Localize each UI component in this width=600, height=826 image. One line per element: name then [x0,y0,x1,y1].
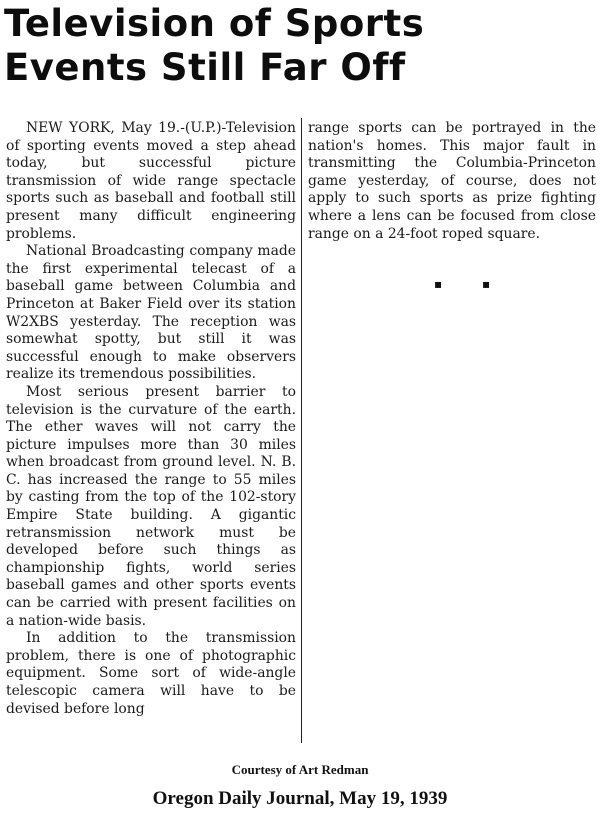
headline [4,2,444,90]
article-paragraph-2: National Broadcasting company made the first experimental telecast of a baseball game between Columbia and Princeton at Baker Field over its station W2XBS yesterday. The reception was somewhat spotty, but still it was successful enough to make observers realize its tremendous possibilities. [6,243,296,383]
article-paragraph-1: NEW YORK, May 19.-(U.P.)-Television of sporting events moved a step ahead today, but successful picture transmission of wide range spectacle sports such as baseball and football still present many difficult engineering problems. [6,120,296,242]
source-citation: Oregon Daily Journal, May 19, 1939 [152,788,448,809]
headline-line-2: Events Still Far Off [4,46,406,89]
column-divider [301,118,302,743]
article-column-right [308,120,596,243]
end-mark: ▪ ▪ [434,277,509,291]
article-paragraph-3: Most serious present barrier to television is the curvature of the earth. The ether waves will not carry the picture impulses more than 30 miles when broadcast from ground level. N. B. C. has increased the range to 55 miles by casting from the top of the 102-story Empire State building. A gigantic retransmission network must be developed before such things as championship fights, world series baseball games and other sports events can be carried with present facilities on a nation-wide basis. [6,383,296,629]
headline-line-1: Television of Sports [4,2,425,45]
article-paragraph-4: In addition to the transmission problem, there is one of photographic equipment. Some sort of wide-angle telescopic camera will have to be devised before long [6,630,296,717]
article-column-left [6,120,296,718]
courtesy-credit: Courtesy of Art Redman [231,762,369,777]
article-paragraph-5: range sports can be portrayed in the nation's homes. This major fault in transmitting the Columbia-Princeton game yesterday, of course, does not apply to such sports as prize fighting where a lens can be focused from close range on a 24-foot roped square. [308,120,596,242]
